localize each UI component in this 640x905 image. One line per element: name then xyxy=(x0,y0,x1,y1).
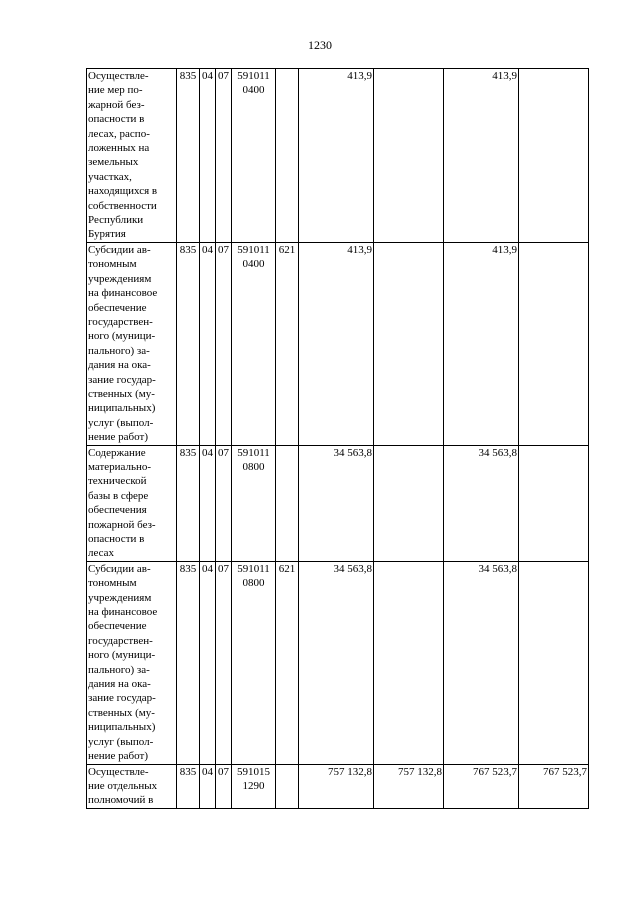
item-name-line: земельных xyxy=(88,156,139,169)
item-name-line: ного (муници- xyxy=(88,330,156,343)
item-name-cell xyxy=(87,242,177,445)
target-article-line: 0400 xyxy=(242,258,265,271)
target-article-line: 1290 xyxy=(242,779,265,792)
item-name-line: тономным xyxy=(88,258,137,271)
target-article-line: 0800 xyxy=(242,460,265,473)
item-name-line: учреждениям xyxy=(88,272,152,285)
amount-cell-4 xyxy=(519,445,589,561)
amount-cell-4 xyxy=(519,242,589,445)
item-name-line: на финансовое xyxy=(88,287,158,300)
amount-cell-1: 757 132,8 xyxy=(299,764,374,808)
item-name-line: находящихся в xyxy=(88,185,158,198)
item-name-cell xyxy=(87,764,177,808)
item-name-line: пального) за- xyxy=(88,663,150,676)
table-row xyxy=(87,445,589,561)
item-name-line: базы в сфере xyxy=(88,489,149,502)
target-article-line: 591011 xyxy=(237,562,270,575)
item-name-line: лесах xyxy=(88,547,115,560)
amount-cell-1: 34 563,8 xyxy=(299,561,374,764)
item-name-line: учреждениям xyxy=(88,591,152,604)
target-article-cell xyxy=(232,69,276,243)
grbs-code-cell: 835 xyxy=(177,242,200,445)
amount-cell-2 xyxy=(374,561,444,764)
amount-cell-3: 767 523,7 xyxy=(444,764,519,808)
item-name-line: пожарной без- xyxy=(88,518,156,531)
item-name-line: дания на ока- xyxy=(88,359,151,372)
amount-cell-3: 34 563,8 xyxy=(444,561,519,764)
item-name-line: нение работ) xyxy=(88,750,148,763)
item-name-line: обеспечения xyxy=(88,504,147,517)
item-name-line: на финансовое xyxy=(88,606,158,619)
amount-cell-1: 413,9 xyxy=(299,242,374,445)
item-name-line: Содержание xyxy=(88,446,146,459)
item-name-line: дания на ока- xyxy=(88,678,151,691)
amount-cell-3: 413,9 xyxy=(444,69,519,243)
table-row xyxy=(87,561,589,764)
item-name-cell xyxy=(87,69,177,243)
amount-cell-2 xyxy=(374,445,444,561)
amount-cell-4 xyxy=(519,561,589,764)
amount-cell-2 xyxy=(374,69,444,243)
grbs-code-cell: 835 xyxy=(177,764,200,808)
item-name-line: лесах, распо- xyxy=(88,127,150,140)
item-name-line: зание государ- xyxy=(88,692,156,705)
item-name-line: ного (муници- xyxy=(88,649,156,662)
table-row xyxy=(87,69,589,243)
budget-table-body xyxy=(87,69,589,809)
subsection-code-cell: 07 xyxy=(216,561,232,764)
item-name-line: ние мер по- xyxy=(88,84,143,97)
section-code-cell: 04 xyxy=(200,242,216,445)
target-article-line: 0800 xyxy=(242,577,265,590)
section-code-cell: 04 xyxy=(200,561,216,764)
item-name-line: Республики xyxy=(88,214,144,227)
item-name-line: опасности в xyxy=(88,533,145,545)
item-name-line: Осуществле- xyxy=(88,765,149,778)
target-article-cell xyxy=(232,445,276,561)
item-name-line: ниципальных) xyxy=(88,721,156,734)
item-name-line: государствен- xyxy=(88,634,153,647)
subsection-code-cell: 07 xyxy=(216,764,232,808)
expense-type-cell: 621 xyxy=(276,561,299,764)
amount-cell-4 xyxy=(519,69,589,243)
expense-type-cell xyxy=(276,445,299,561)
target-article-cell xyxy=(232,764,276,808)
subsection-code-cell: 07 xyxy=(216,242,232,445)
item-name-line: государствен- xyxy=(88,315,153,328)
item-name-cell xyxy=(87,445,177,561)
table-row xyxy=(87,242,589,445)
section-code-cell: 04 xyxy=(200,69,216,243)
target-article-line: 591015 xyxy=(237,765,270,778)
item-name-line: Бурятия xyxy=(88,228,126,241)
item-name-line: Осуществле- xyxy=(88,70,149,82)
table-row xyxy=(87,764,589,808)
grbs-code-cell: 835 xyxy=(177,445,200,561)
expense-type-cell xyxy=(276,764,299,808)
item-name-line: полномочий в xyxy=(88,794,154,807)
item-name-line: опасности в xyxy=(88,113,145,126)
expense-type-cell xyxy=(276,69,299,243)
amount-cell-3: 34 563,8 xyxy=(444,445,519,561)
target-article-line: 591011 xyxy=(237,70,270,82)
item-name-line: Субсидии ав- xyxy=(88,562,151,575)
subsection-code-cell: 07 xyxy=(216,69,232,243)
target-article-line: 591011 xyxy=(237,243,270,256)
amount-cell-2: 757 132,8 xyxy=(374,764,444,808)
item-name-line: ниципальных) xyxy=(88,402,156,415)
item-name-line: ние отдельных xyxy=(88,779,158,792)
section-code-cell: 04 xyxy=(200,764,216,808)
item-name-line: услуг (выпол- xyxy=(88,416,154,429)
item-name-line: тономным xyxy=(88,577,137,590)
amount-cell-1: 34 563,8 xyxy=(299,445,374,561)
item-name-line: услуг (выпол- xyxy=(88,735,154,748)
item-name-line: нение работ) xyxy=(88,431,148,444)
subsection-code-cell: 07 xyxy=(216,445,232,561)
grbs-code-cell: 835 xyxy=(177,69,200,243)
amount-cell-3: 413,9 xyxy=(444,242,519,445)
amount-cell-1: 413,9 xyxy=(299,69,374,243)
page-number: 1230 xyxy=(308,38,332,52)
item-name-line: материально- xyxy=(88,460,152,473)
expense-type-cell: 621 xyxy=(276,242,299,445)
amount-cell-2 xyxy=(374,242,444,445)
item-name-line: ственных (му- xyxy=(88,387,155,400)
grbs-code-cell: 835 xyxy=(177,561,200,764)
budget-table xyxy=(86,68,589,809)
target-article-cell xyxy=(232,242,276,445)
item-name-line: собственности xyxy=(88,199,157,212)
amount-cell-4: 767 523,7 xyxy=(519,764,589,808)
item-name-line: Субсидии ав- xyxy=(88,243,151,256)
target-article-line: 591011 xyxy=(237,446,270,459)
item-name-line: участках, xyxy=(88,170,132,183)
item-name-line: ственных (му- xyxy=(88,706,155,719)
item-name-line: жарной без- xyxy=(88,98,145,111)
item-name-line: зание государ- xyxy=(88,373,156,386)
section-code-cell: 04 xyxy=(200,445,216,561)
target-article-line: 0400 xyxy=(242,84,265,97)
item-name-line: ложенных на xyxy=(88,142,150,155)
item-name-line: технической xyxy=(88,475,147,488)
item-name-line: пального) за- xyxy=(88,344,150,357)
item-name-line: обеспечение xyxy=(88,620,147,633)
target-article-cell xyxy=(232,561,276,764)
item-name-cell xyxy=(87,561,177,764)
item-name-line: обеспечение xyxy=(88,301,147,314)
